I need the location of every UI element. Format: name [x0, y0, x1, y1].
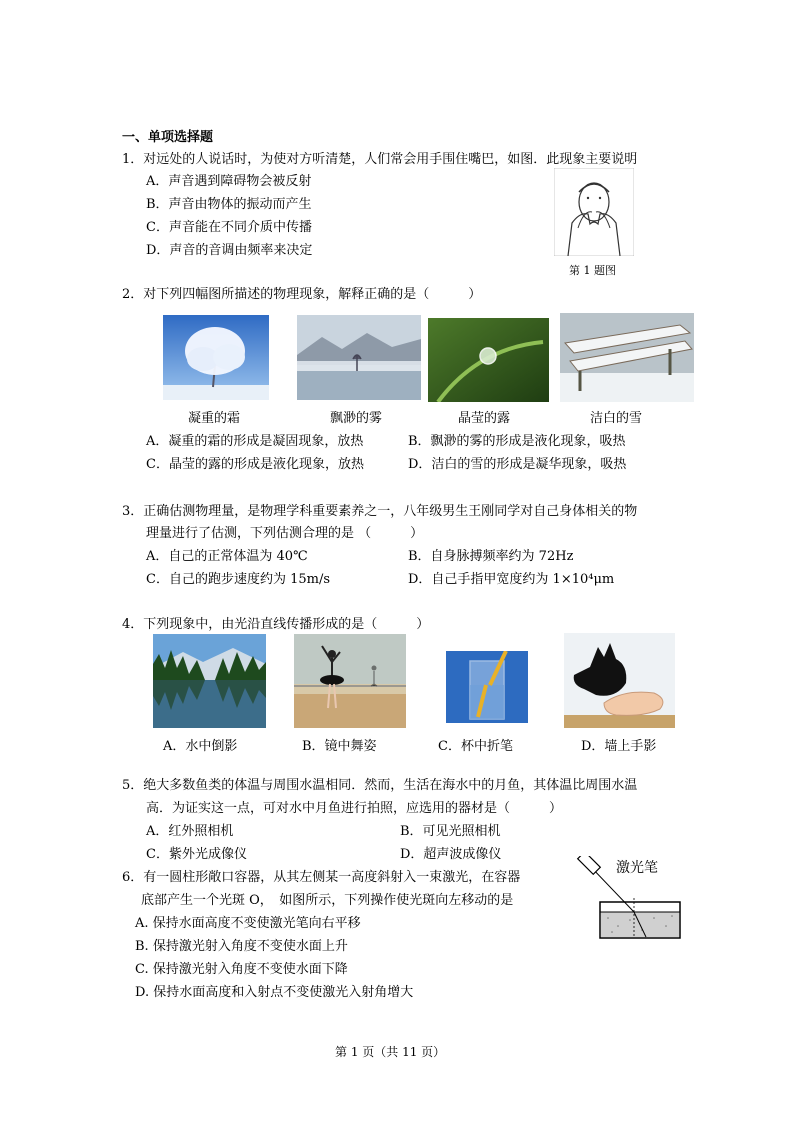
q2-stem: 2．对下列四幅图所描述的物理现象，解释正确的是（ ） — [122, 287, 482, 302]
q5-option-c: C．紫外光成像仪 — [146, 847, 247, 862]
q4-caption-c: C．杯中折笔 — [438, 739, 513, 754]
q6-stem-line1: 6．有一圆柱形敞口容器，从其左侧某一高度斜射入一束激光，在容器 — [122, 870, 521, 885]
q5-option-a: A．红外照相机 — [146, 824, 234, 839]
q2-caption-snow: 洁白的雪 — [590, 411, 643, 426]
q4-hand-shadow-image — [564, 633, 675, 728]
q6-figure-label: 激光笔 — [616, 860, 658, 876]
q1-stem: 1．对远处的人说话时，为使对方听清楚，人们常会用手围住嘴巴，如图．此现象主要说明 — [122, 152, 638, 167]
q1-figure-image — [554, 168, 634, 256]
q3-option-c: C．自己的跑步速度约为 15m/s — [146, 572, 330, 587]
q4-ballet-image — [294, 634, 406, 728]
q1-option-c: C．声音能在不同介质中传播 — [146, 220, 312, 235]
q2-option-c: C．晶莹的露的形成是液化现象，放热 — [146, 457, 364, 472]
q2-option-b: B．飘渺的雾的形成是液化现象，吸热 — [408, 434, 626, 449]
q4-caption-b: B．镜中舞姿 — [302, 739, 377, 754]
page-footer: 第 1 页（共 11 页） — [335, 1045, 446, 1059]
q6-option-c: C. 保持激光射入角度不变使水面下降 — [135, 962, 348, 977]
q1-option-a: A．声音遇到障碍物会被反射 — [146, 174, 312, 189]
q2-option-d: D．洁白的雪的形成是凝华现象，吸热 — [408, 457, 627, 472]
q3-option-a: A．自己的正常体温为 40℃ — [146, 549, 308, 564]
q3-stem-line2: 理量进行了估测，下列估测合理的是 （ ） — [146, 526, 424, 541]
q4-caption-a: A．水中倒影 — [163, 739, 238, 754]
q2-option-a: A．凝重的霜的形成是凝固现象，放热 — [146, 434, 364, 449]
q5-stem-line2: 高．为证实这一点，可对水中月鱼进行拍照，应选用的器材是（ ） — [146, 801, 563, 816]
q2-frost-image — [163, 315, 269, 400]
q5-option-d: D．超声波成像仪 — [400, 847, 502, 862]
q3-option-b: B．自身脉搏频率约为 72Hz — [408, 549, 574, 564]
q6-stem-line2: 底部产生一个光斑 O， 如图所示，下列操作使光斑向左移动的是 — [141, 893, 514, 908]
q3-option-d: D．自己手指甲宽度约为 1×10⁴μm — [408, 572, 615, 587]
q1-option-b: B．声音由物体的振动而产生 — [146, 197, 312, 212]
section-title: 一、单项选择题 — [122, 130, 214, 145]
q4-stem: 4．下列现象中，由光沿直线传播形成的是（ ） — [122, 617, 430, 632]
q6-option-b: B. 保持激光射入角度不变使水面上升 — [135, 939, 348, 954]
q2-caption-fog: 飘渺的雾 — [330, 411, 383, 426]
q2-snow-image — [560, 313, 694, 402]
q5-option-b: B．可见光照相机 — [400, 824, 501, 839]
q6-option-d: D. 保持水面高度和入射点不变使激光入射角增大 — [135, 985, 414, 1000]
q2-dew-image — [428, 318, 549, 402]
q4-reflection-image — [153, 634, 266, 728]
q4-caption-d: D．墙上手影 — [581, 739, 657, 754]
q2-fog-image — [297, 315, 421, 400]
q1-option-d: D．声音的音调由频率来决定 — [146, 243, 313, 258]
q6-option-a: A. 保持水面高度不变使激光笔向右平移 — [135, 916, 361, 931]
q3-stem-line1: 3．正确估测物理量，是物理学科重要素养之一，八年级男生王刚同学对自己身体相关的物 — [122, 504, 638, 519]
q2-caption-dew: 晶莹的露 — [458, 411, 511, 426]
q2-caption-frost: 凝重的霜 — [188, 411, 241, 426]
q1-figure-caption: 第 1 题图 — [569, 264, 616, 277]
q5-stem-line1: 5．绝大多数鱼类的体温与周围水温相同．然而，生活在海水中的月鱼，其体温比周围水温 — [122, 778, 638, 793]
q4-pencil-in-glass-image — [446, 651, 528, 723]
